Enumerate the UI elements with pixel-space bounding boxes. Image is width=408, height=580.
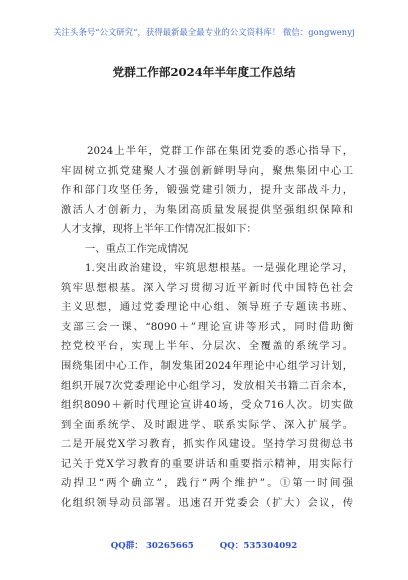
body-line: 主义思想，通过党委理论中心组、领导班子专题读书班、 [61,301,353,314]
qq-number: QQ：535304092 [219,541,298,551]
body-line: 人才支撑，现将上半年工作情况汇报如下： [61,223,257,236]
body-line: 支部三会一课、“8090＋”理论宣讲等形式，同时借助衡 [61,320,353,333]
section-heading: 一、重点工作完成情况 [85,242,188,255]
body-line: 控党校平台，实现上半年、分层次、全覆盖的系统学习。 [61,340,353,353]
footer-contact [0,539,408,551]
body-line: 2024上半年，党群工作部在集团党委的悉心指导下， [87,145,353,157]
body-line: 化组织领导动员部署。迅速召开党委会（扩大）会议，传 [61,496,353,509]
header-promo-note: 关注头条号“公文研究”，获得最新最全最专业的公文资料库！ 微信：gongwenyj [53,27,355,37]
body-line: 筑牢思想根基。深入学习贯彻习近平新时代中国特色社会 [61,281,353,294]
body-line: 组织开展7次党委理论中心组学习，发放相关书籍二百余本， [61,379,353,392]
body-line: 记关于党X学习教育的重要讲话和重要指示精神，用实际行 [61,457,353,470]
body-line: 作和部门攻坚任务，锻强党建引领力，提升支部战斗力， [61,184,353,197]
body-line: 组织8090＋新时代理论宣讲40场，受众716人次。切实做 [61,399,353,412]
body-line: 二是开展党X学习教育，抓实作风建设。坚持学习贯彻总书 [61,438,353,451]
body-line: 到全面系统学、及时跟进学、联系实际学、深入扩展学。 [61,418,353,431]
document-title: 党群工作部2024年半年度工作总结 [112,65,296,79]
qq-group-number: QQ群： 30265665 [110,541,194,551]
body-line: 牢固树立抓党建聚人才强创新鲜明导向，聚焦集团中心工 [61,164,353,177]
body-line: 动捍卫“两个确立”，践行“两个维护”。①第一时间强 [61,477,353,490]
body-line: 1.突出政治建设，牢筑思想根基。一是强化理论学习， [85,262,353,275]
body-line: 围绕集团中心工作，制发集团2024年理论中心组学习计划， [61,360,353,373]
body-line: 激活人才创新力，为集团高质量发展提供坚强组织保障和 [61,203,353,216]
document-body [61,142,353,513]
